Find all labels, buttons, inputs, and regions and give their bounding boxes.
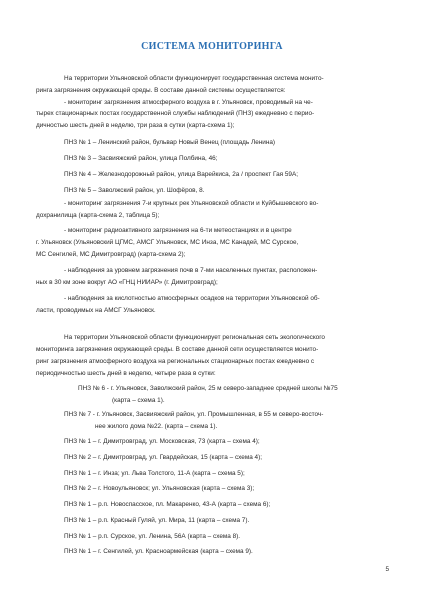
page-title: СИСТЕМА МОНИТОРИНГА	[141, 41, 283, 52]
text-line: ПНЗ № 1 – р.п. Новоспасское, пл. Макаренко, 43-А (карта – схема 6);	[64, 501, 271, 508]
text-line: дичностью шесть дней в неделю, три раза в сутки (карта-схема 1);	[36, 122, 235, 129]
text-line: нее жилого дома №22. (карта – схема 1).	[95, 423, 218, 430]
text-line: ных в 30 км зоне вокруг АО «ГНЦ НИИАР» (г. Димитровград);	[36, 279, 218, 286]
text-line: - мониторинг загрязнения атмосферного воздуха в г. Ульяновск, проводимый на че-	[64, 99, 313, 106]
text-line: ринга загрязнения окружающей среды. В составе данной системы осуществляется:	[36, 87, 286, 94]
text-line: ПНЗ № 6 - г. Ульяновск, Заволжский район, 25 м северо-западнее средней школы №75	[78, 385, 338, 392]
text-line: ПНЗ № 1 – г. Сенгилей, ул. Красноармейская (карта – схема 9).	[64, 548, 253, 555]
page-number: 5	[385, 566, 389, 573]
text-line: ПНЗ № 1 – Ленинский район, бульвар Новый Венец (площадь Ленина)	[64, 139, 276, 146]
text-line: ПНЗ № 5 – Заволжский район, ул. Шофёров, 8.	[64, 187, 205, 194]
text-line: дохранилища (карта-схема 2, таблица 5);	[36, 212, 160, 219]
text-line: На территории Ульяновской области функционирует государственная система монито-	[64, 75, 324, 82]
text-line: - наблюдения за кислотностью атмосферных осадков на территории Ульяновской об-	[64, 295, 320, 302]
text-line: - мониторинг загрязнения 7-и крупных рек Ульяновской области и Куйбышевского во-	[64, 200, 319, 207]
text-line: ПНЗ № 4 – Железнодорожный район, улица Варейкиса, 2а / проспект Гая 59А;	[64, 171, 299, 178]
text-line: - мониторинг радиоактивного загрязнения на 6-ти метеостанциях и в центре	[64, 227, 292, 234]
text-line: ПНЗ № 7 - г. Ульяновск, Засвияжский район, ул. Промышленная, в 55 м северо-восточ-	[64, 411, 324, 418]
text-line: ПНЗ № 3 – Засвияжский район, улица Полбина, 46;	[64, 155, 218, 162]
text-line: - наблюдения за уровнем загрязнения почв в 7-ми населенных пунктах, расположен-	[64, 267, 318, 274]
text-line: ПНЗ № 2 – г. Димитровград, ул. Гвардейская, 15 (карта – схема 4);	[64, 454, 263, 461]
text-line: ПНЗ № 1 – р.п. Сурское, ул. Ленина, 56А (карта – схема 8).	[64, 533, 241, 540]
text-line: МС Сенгилей, МС Димитровград) (карта-схема 2);	[36, 251, 186, 258]
text-line: (карта – схема 1).	[112, 397, 165, 404]
text-line: периодичностью шесть дней в неделю, четыре раза в сутки:	[36, 370, 216, 377]
text-line: ПНЗ № 1 – г. Димитровград, ул. Московская, 73 (карта – схема 4);	[64, 438, 260, 445]
text-line: ринг загрязнения атмосферного воздуха на региональных стационарных постах ежедневно с	[36, 358, 315, 365]
text-line: На территории Ульяновской области функционирует региональная сеть экологического	[64, 334, 325, 341]
text-line: ПНЗ № 1 – г. Инза; ул. Льва Толстого, 11-А (карта – схема 5);	[64, 470, 245, 477]
text-line: г. Ульяновск (Ульяновский ЦГМС, АМСГ Ульяновск, МС Инза, МС Канадей, МС Сурское,	[36, 239, 299, 246]
text-line: ПНЗ № 2 – г. Новоульяновск; ул. Ульяновская (карта – схема 3);	[64, 485, 255, 492]
text-line: мониторинга загрязнения окружающей среды. В составе данной сети осуществляется монито-	[36, 346, 319, 353]
text-line: тырех стационарных постах государственной службы наблюдений (ПНЗ) ежедневно с перио-	[36, 110, 315, 117]
text-line: ласти, проводимых на АМСГ Ульяновск.	[36, 307, 156, 314]
text-line: ПНЗ № 1 – р.п. Красный Гуляй, ул. Мира, 11 (карта – схема 7).	[64, 517, 250, 524]
